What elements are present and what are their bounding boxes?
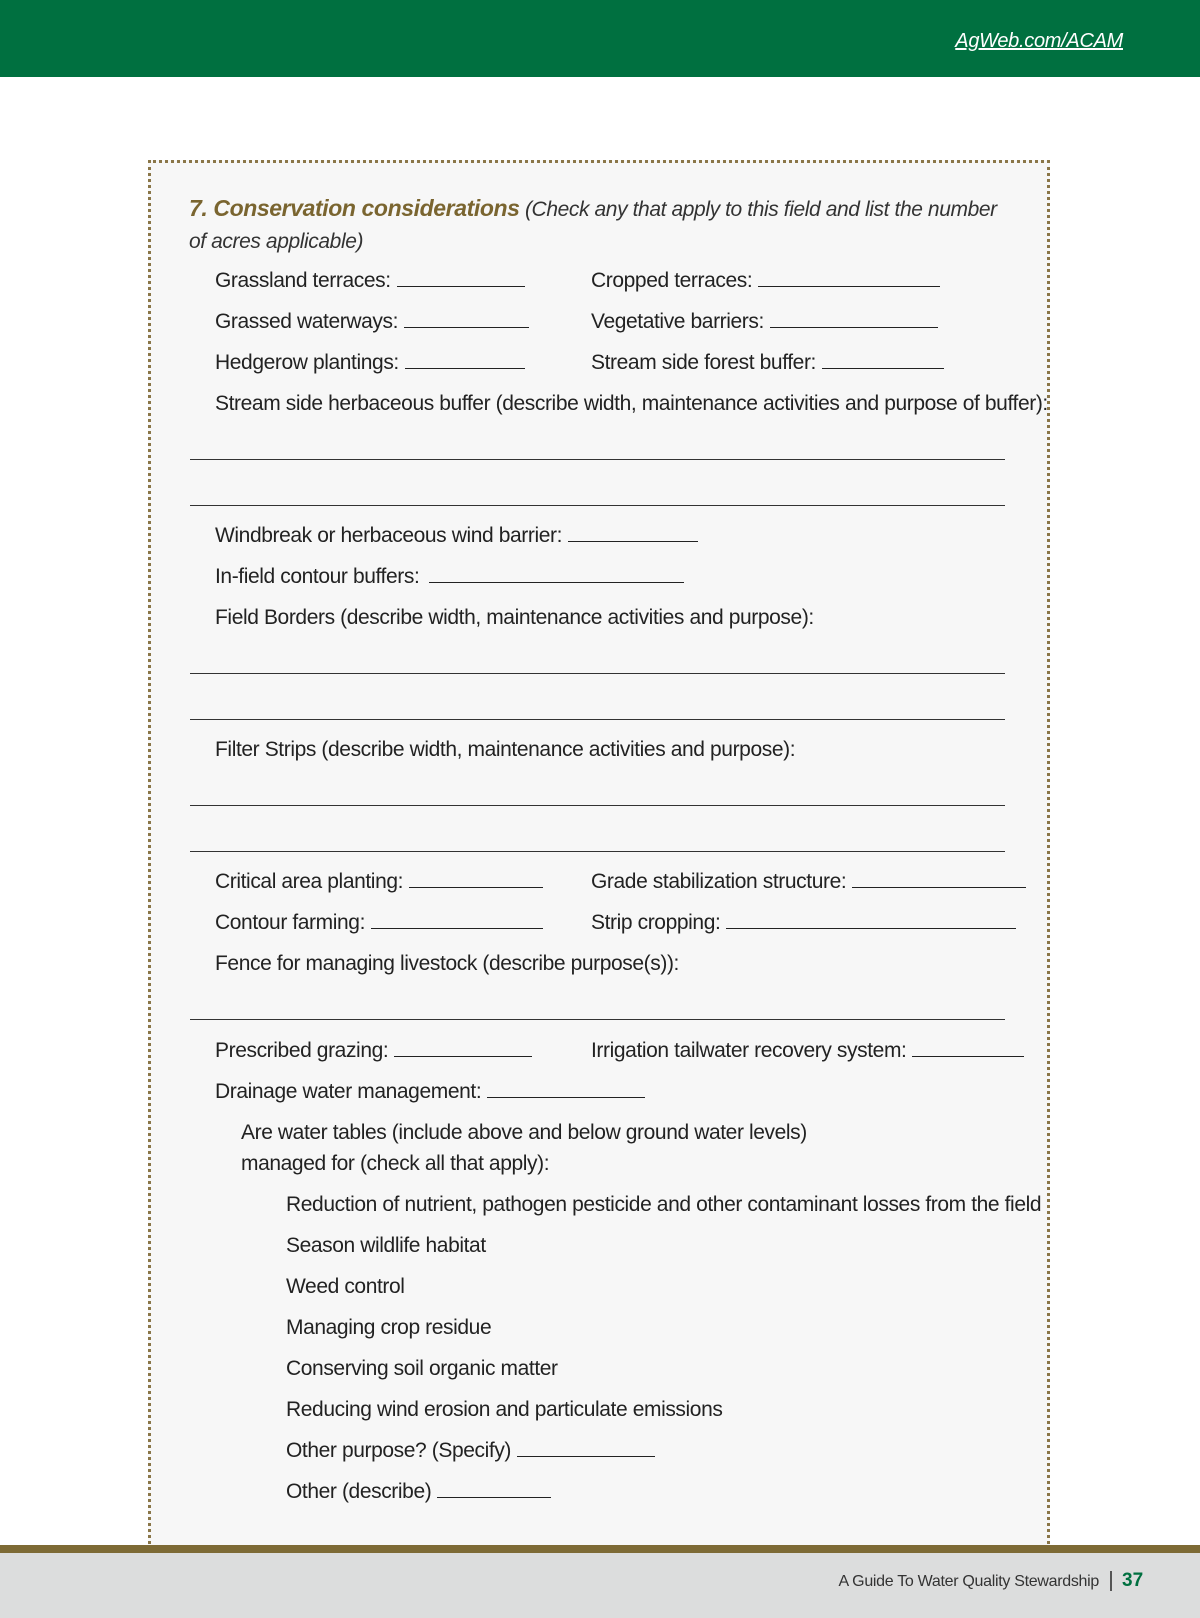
footer-accent-line	[0, 1545, 1200, 1553]
prescribed-grazing-field	[215, 1038, 532, 1064]
stream-side-forest-buffer-input[interactable]	[822, 350, 944, 369]
other-describe-label[interactable]: Other (describe)	[286, 1480, 432, 1503]
grassland-terraces-label: Grassland terraces:	[215, 269, 391, 292]
purpose-item[interactable]: Reducing wind erosion and particulate emissions	[286, 1398, 723, 1421]
irrigation-tailwater-field	[591, 1038, 1024, 1064]
other-describe-field	[286, 1479, 551, 1505]
footer-guide-title: A Guide To Water Quality Stewardship	[838, 1573, 1099, 1590]
windbreak-input[interactable]	[568, 523, 698, 542]
herbaceous-buffer-line-1[interactable]	[190, 459, 1005, 460]
grade-stabilization-input[interactable]	[852, 869, 1026, 888]
vegetative-barriers-label: Vegetative barriers:	[591, 310, 764, 333]
section-heading	[189, 192, 1009, 258]
stream-side-herbaceous-buffer-label: Stream side herbaceous buffer (describe width, maintenance activities and purpose of buffer):	[215, 392, 1048, 415]
hedgerow-plantings-field	[215, 350, 525, 376]
water-tables-question-line-1: Are water tables (include above and below ground water levels)	[241, 1121, 807, 1144]
grassed-waterways-input[interactable]	[404, 309, 529, 328]
prescribed-grazing-input[interactable]	[394, 1038, 532, 1057]
cropped-terraces-field	[591, 268, 940, 294]
critical-area-planting-input[interactable]	[409, 869, 543, 888]
windbreak-field	[215, 523, 698, 549]
herbaceous-buffer-line-2[interactable]	[190, 505, 1005, 506]
page-number: 37	[1122, 1570, 1144, 1591]
contour-farming-input[interactable]	[371, 910, 543, 929]
strip-cropping-input[interactable]	[726, 910, 1016, 929]
infield-contour-buffers-input[interactable]	[429, 564, 684, 583]
strip-cropping-field	[591, 910, 1016, 936]
section-note: (Check any that apply to this field and list the number of acres applicable)	[189, 198, 997, 253]
strip-cropping-label: Strip cropping:	[591, 911, 721, 934]
cropped-terraces-input[interactable]	[758, 268, 940, 287]
contour-farming-field	[215, 910, 543, 936]
grade-stabilization-label: Grade stabilization structure:	[591, 870, 847, 893]
grassed-waterways-label: Grassed waterways:	[215, 310, 399, 333]
fence-livestock-label: Fence for managing livestock (describe purpose(s)):	[215, 952, 679, 975]
drainage-water-management-input[interactable]	[487, 1079, 645, 1098]
field-borders-line-1[interactable]	[190, 673, 1005, 674]
purpose-item[interactable]: Weed control	[286, 1275, 405, 1298]
vegetative-barriers-input[interactable]	[770, 309, 938, 328]
hedgerow-plantings-input[interactable]	[405, 350, 525, 369]
drainage-water-management-field	[215, 1079, 645, 1105]
other-describe-input[interactable]	[437, 1479, 551, 1498]
hedgerow-plantings-label: Hedgerow plantings:	[215, 351, 399, 374]
prescribed-grazing-label: Prescribed grazing:	[215, 1039, 389, 1062]
purpose-item[interactable]: Season wildlife habitat	[286, 1234, 486, 1257]
stream-side-forest-buffer-field	[591, 350, 944, 376]
field-borders-label: Field Borders (describe width, maintenance activities and purpose):	[215, 606, 814, 629]
other-purpose-label[interactable]: Other purpose? (Specify)	[286, 1439, 512, 1462]
windbreak-label: Windbreak or herbaceous wind barrier:	[215, 524, 563, 547]
grassland-terraces-field	[215, 268, 525, 294]
vegetative-barriers-field	[591, 309, 938, 335]
filter-strips-line-1[interactable]	[190, 805, 1005, 806]
site-link[interactable]: AgWeb.com/ACAM	[955, 30, 1123, 52]
infield-contour-buffers-label: In-field contour buffers:	[215, 565, 420, 588]
fence-livestock-line[interactable]	[190, 1019, 1005, 1020]
filter-strips-line-2[interactable]	[190, 851, 1005, 852]
footer-separator	[1110, 1571, 1112, 1591]
contour-farming-label: Contour farming:	[215, 911, 366, 934]
stream-side-forest-buffer-label: Stream side forest buffer:	[591, 351, 816, 374]
grassland-terraces-input[interactable]	[397, 268, 525, 287]
critical-area-planting-label: Critical area planting:	[215, 870, 404, 893]
field-borders-line-2[interactable]	[190, 719, 1005, 720]
other-purpose-field	[286, 1438, 655, 1464]
irrigation-tailwater-input[interactable]	[912, 1038, 1024, 1057]
cropped-terraces-label: Cropped terraces:	[591, 269, 753, 292]
infield-contour-buffers-field	[215, 564, 684, 590]
section-title: 7. Conservation considerations	[189, 195, 520, 221]
purpose-item[interactable]: Reduction of nutrient, pathogen pesticide and other contaminant losses from the field	[286, 1193, 1042, 1216]
purpose-item[interactable]: Managing crop residue	[286, 1316, 492, 1339]
water-tables-question-line-2: managed for (check all that apply):	[241, 1152, 550, 1175]
critical-area-planting-field	[215, 869, 543, 895]
header-bar	[0, 0, 1200, 77]
grade-stabilization-field	[591, 869, 1026, 895]
irrigation-tailwater-label: Irrigation tailwater recovery system:	[591, 1039, 907, 1062]
grassed-waterways-field	[215, 309, 529, 335]
filter-strips-label: Filter Strips (describe width, maintenance activities and purpose):	[215, 738, 796, 761]
drainage-water-management-label: Drainage water management:	[215, 1080, 482, 1103]
purpose-item[interactable]: Conserving soil organic matter	[286, 1357, 558, 1380]
other-purpose-input[interactable]	[517, 1438, 655, 1457]
